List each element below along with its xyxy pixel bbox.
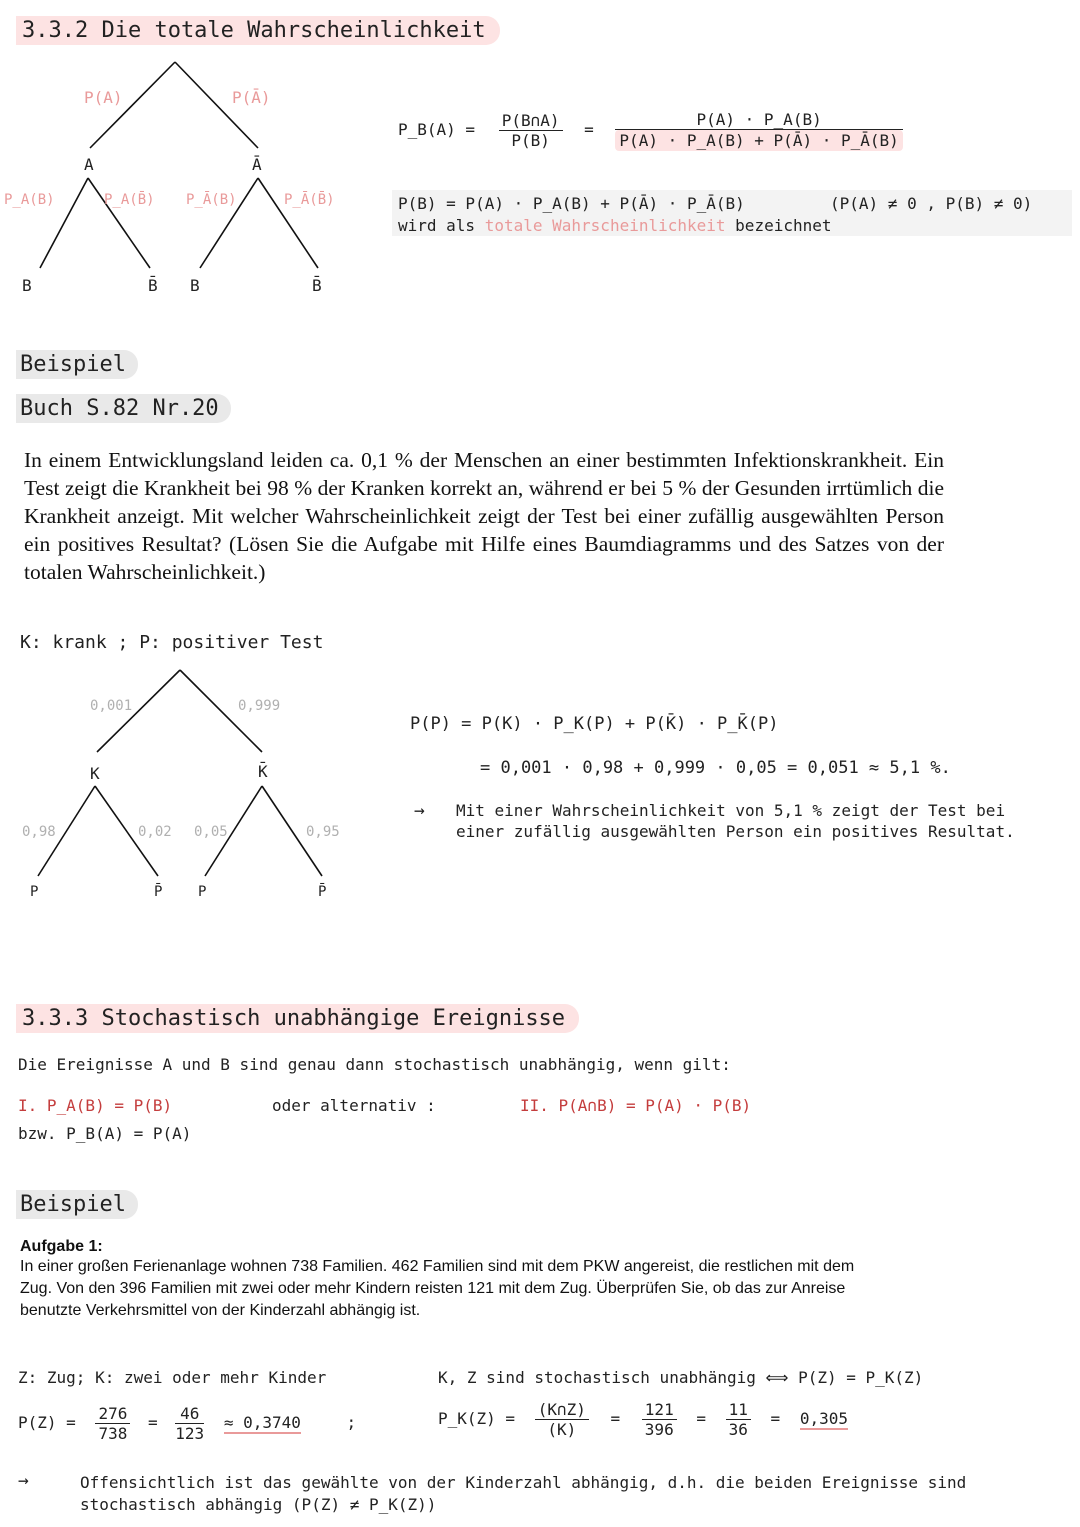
total-formula: P(B) = P(A) · P_A(B) + P(Ā) · P_Ā(B) xyxy=(398,194,745,213)
example1-label: Beispiel xyxy=(16,350,138,379)
pz-computation: P(Z) = $\frac{276}{738}$ = $\frac{46}{123}$ ≈ 0,3740 ; xyxy=(18,1404,357,1443)
tree2-node-k: K xyxy=(90,764,100,783)
tree1-leaf-b4: B̄ xyxy=(312,276,322,295)
tree1-branch-rl: P_Ā(B) xyxy=(186,192,237,208)
independence-definition: Die Ereignisse A und B sind genau dann stochastisch unabhängig, wenn gilt: xyxy=(18,1055,731,1074)
pz-fraction-1: $\frac{276}{738}$ xyxy=(95,1404,130,1443)
example2-label: Beispiel xyxy=(16,1190,138,1219)
tree1-node-a: A xyxy=(84,155,94,174)
independence-condition-2: II. P(A∩B) = P(A) · P(B) xyxy=(520,1096,752,1115)
tree2-branch-k: 0,001 xyxy=(90,698,133,714)
example1-arrow: → xyxy=(414,800,425,821)
bayes-lhs: P_B(A) = xyxy=(398,120,476,139)
example2-task-title: Aufgabe 1: xyxy=(20,1238,103,1255)
pkz-fraction-1: $\frac{(K\cap Z)}{(K)}$ xyxy=(535,1400,589,1439)
tree2-branch-rl: 0,05 xyxy=(194,824,228,840)
bayes-fraction-1: $\frac{P(B\cap A)}{P(B)}$ xyxy=(499,111,563,150)
example1-calc-line1: P(P) = P(K) · P_K(P) + P(K̄) · P_K̄(P) xyxy=(410,714,779,734)
section-332-title: 3.3.2 Die totale Wahrscheinlichkeit xyxy=(16,16,500,45)
tree1-branch-pa: P(A) xyxy=(84,88,123,107)
tree2-branch-lr: 0,02 xyxy=(138,824,172,840)
tree2-branch-kbar: 0,999 xyxy=(238,698,281,714)
pkz-fraction-3: $\frac{11}{36}$ xyxy=(726,1400,751,1439)
pkz-computation: P_K(Z) = $\frac{(K\cap Z)}{(K)}$ = $\frac{121}{396}$ = $\frac{11}{36}$ = 0,305 xyxy=(438,1400,848,1439)
tree1-leaf-b1: B xyxy=(22,276,32,295)
tree2-leaf-p2: P̄ xyxy=(154,884,163,900)
tree2-leaf-p1: P xyxy=(30,884,39,900)
bayes-fraction-2: $\frac{P(A) \cdot P\_A(B)}{P(A) \cdot P\_A(B) + P(Ā) \cdot P\_Ā(B)}$ xyxy=(615,110,902,151)
tree1-branch-pabar: P(Ā) xyxy=(232,88,271,107)
independence-oder: oder alternativ : xyxy=(272,1096,436,1115)
example1-conclusion: Mit einer Wahrscheinlichkeit von 5,1 % zeigt der Test bei einer zufällig ausgewählten Person ein positives Resultat. xyxy=(456,801,1015,841)
tree1-branch-ll: P_A(B) xyxy=(4,192,55,208)
tree1-branch-lr: P_A(B̄) xyxy=(104,192,155,208)
example1-legend: K: krank ; P: positiver Test xyxy=(20,632,324,653)
pkz-fraction-2: $\frac{121}{396}$ xyxy=(642,1400,677,1439)
tree1-leaf-b3: B xyxy=(190,276,200,295)
tree1-branch-rr: P_Ā(B̄) xyxy=(284,192,335,208)
example2-task: In einer großen Ferienanlage wohnen 738 Familien. 462 Familien sind mit dem PKW angereist, die restlichen mit dem Zug. Von den 396 Familien mit zwei oder mehr Kindern reisten 121 mit dem Zug. Überprüfen Sie, ob das zur Anreise benutzte Verkehrsmittel von der Kinderzahl abhängig ist. xyxy=(20,1258,855,1319)
section-333-title: 3.3.3 Stochastisch unabhängige Ereignisse xyxy=(16,1004,579,1033)
total-condition: (P(A) ≠ 0 , P(B) ≠ 0) xyxy=(830,194,1033,213)
example1-calc-line2: = 0,001 · 0,98 + 0,999 · 0,05 = 0,051 ≈ 5,1 %. xyxy=(480,758,951,778)
example2-arrow: → xyxy=(18,1470,29,1491)
tree1-node-abar: Ā xyxy=(252,155,262,174)
tree2-leaf-p4: P̄ xyxy=(318,884,327,900)
independence-condition-1b: bzw. P_B(A) = P(A) xyxy=(18,1124,192,1143)
bayes-formula: P_B(A) = $\frac{P(B\cap A)}{P(B)}$ = $\frac{P(A) \cdot P\_A(B)}{P(A) \cdot P\_A(B) + P(Ā) \cdot P\_Ā(B)}$ xyxy=(398,110,903,151)
tree2-node-kbar: K̄ xyxy=(258,762,268,781)
tree2-leaf-p3: P xyxy=(198,884,207,900)
example1-ref: Buch S.82 Nr.20 xyxy=(16,394,231,423)
example2-legend: Z: Zug; K: zwei oder mehr Kinder xyxy=(18,1368,327,1387)
tree2-branch-ll: 0,98 xyxy=(22,824,56,840)
tree1-leaf-b2: B̄ xyxy=(148,276,158,295)
independence-check: K, Z sind stochastisch unabhängig ⟺ P(Z) = P_K(Z) xyxy=(438,1368,924,1387)
total-text: wird als totale Wahrscheinlichkeit bezeichnet xyxy=(398,216,832,235)
example1-task: In einem Entwicklungsland leiden ca. 0,1 % der Menschen an einer bestimmten Infektionskrankheit. Ein Test zeigt die Krankheit bei 98 % der Kranken korrekt an, während er bei 5 % der Gesunden irrtümlich die Krankheit anzeigt. Mit welcher Wahrscheinlichkeit zeigt der Test bei einer zufällig ausgewählten Person ein positives Resultat? (Lösen Sie die Aufgabe mit Hilfe eines Baumdiagramms und des Satzes von der totalen Wahrscheinlichkeit.) xyxy=(24,448,944,584)
independence-condition-1: I. P_A(B) = P(B) xyxy=(18,1096,173,1115)
pz-fraction-2: $\frac{46}{123}$ xyxy=(175,1404,205,1443)
example2-conclusion: Offensichtlich ist das gewählte von der Kinderzahl abhängig, d.h. die beiden Ereignisse sind stochastisch abhängig (P(Z) ≠ P_K(Z)) xyxy=(80,1473,967,1514)
tree2-branch-rr: 0,95 xyxy=(306,824,340,840)
